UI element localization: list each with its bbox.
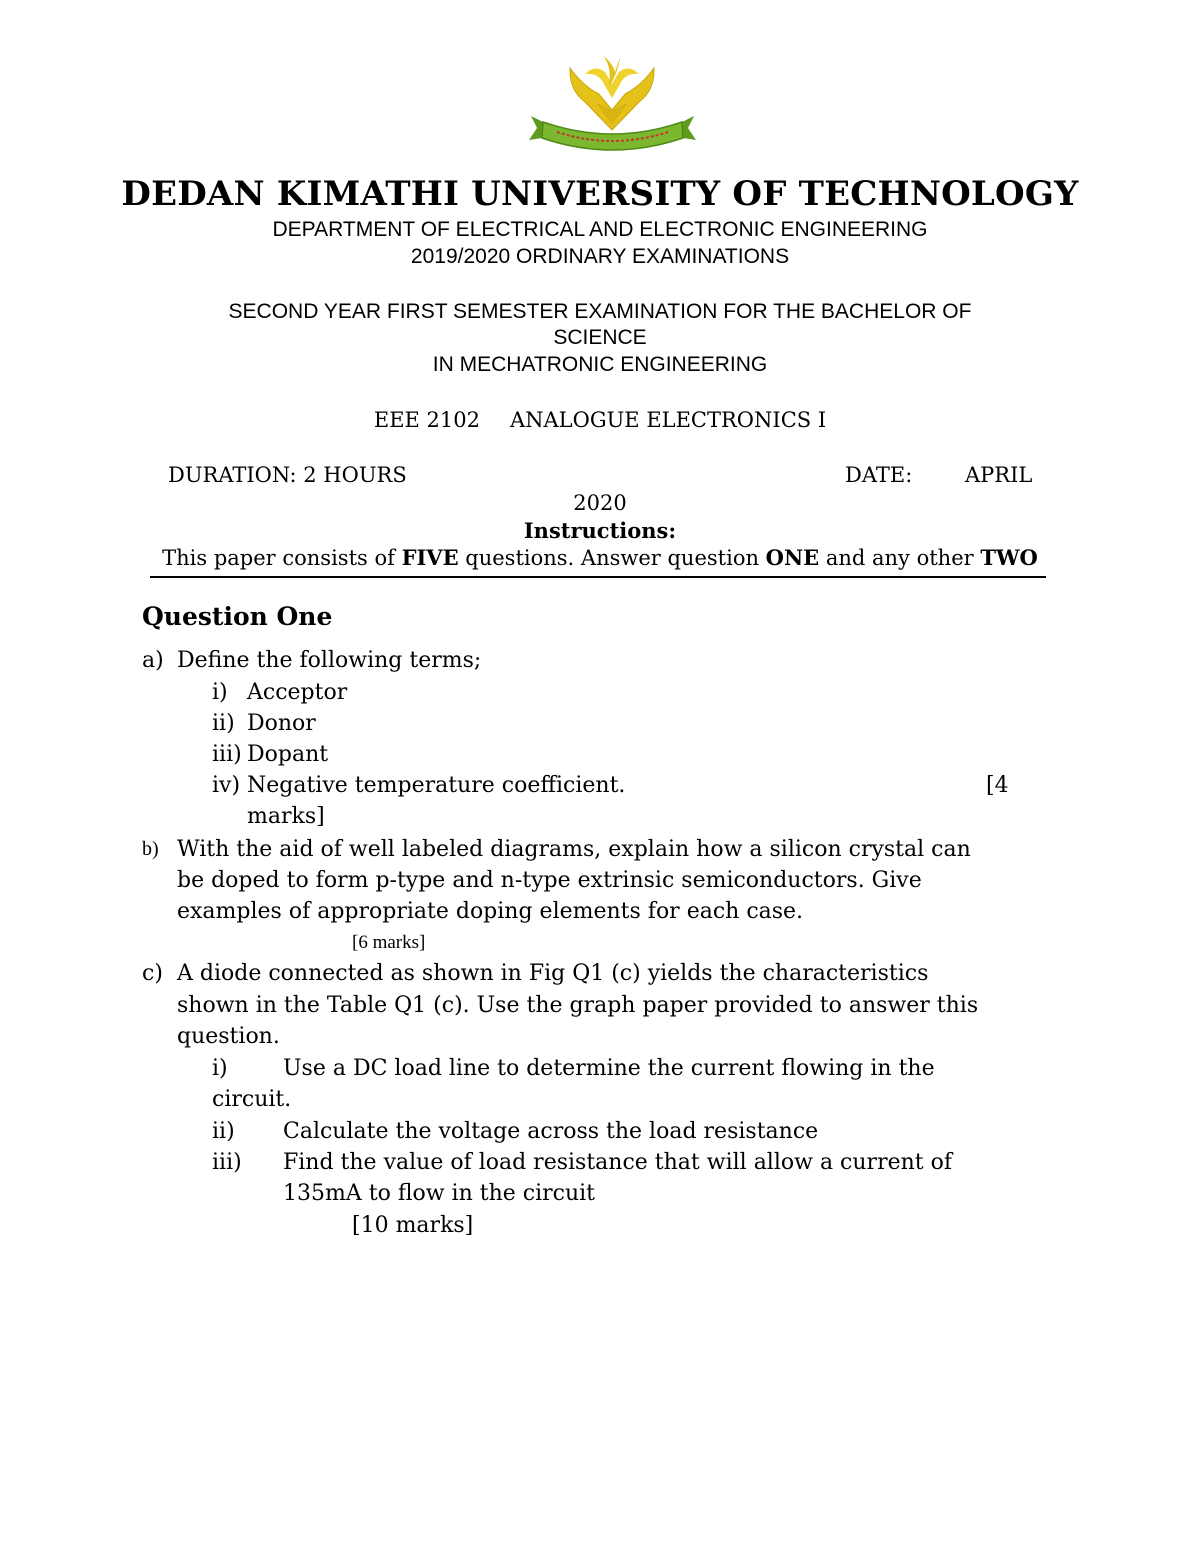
course-line xyxy=(0,408,1200,432)
instructions-part: This paper consists of xyxy=(162,546,402,570)
list-item: 135mA to flow in the circuit xyxy=(283,1181,596,1206)
instructions-bold: TWO xyxy=(980,545,1038,570)
marks-label: marks] xyxy=(247,804,325,829)
part-c-marker: c) xyxy=(142,961,163,986)
marks-label: [4 xyxy=(986,773,1009,798)
date-month: APRIL xyxy=(965,463,1033,487)
instructions-bold: ONE xyxy=(765,545,820,570)
part-c-line: A diode connected as shown in Fig Q1 (c) yields the characteristics xyxy=(177,961,929,986)
list-item: Acceptor xyxy=(247,680,348,705)
part-a-marker: a) xyxy=(142,648,164,673)
date-year: 2020 xyxy=(573,491,627,515)
marks-label: [10 marks] xyxy=(352,1213,474,1238)
date-label: DATE: xyxy=(845,463,913,487)
list-marker: iii) xyxy=(212,1150,242,1175)
instructions-label: Instructions: xyxy=(523,518,677,543)
list-item: Donor xyxy=(247,711,316,736)
divider xyxy=(150,576,1046,578)
exam-year: 2019/2020 ORDINARY EXAMINATIONS xyxy=(410,245,790,268)
instructions-bold: FIVE xyxy=(401,545,459,570)
instructions-part: questions. Answer question xyxy=(458,546,766,570)
course-title: ANALOGUE ELECTRONICS I xyxy=(509,408,827,432)
course-code: EEE 2102 xyxy=(373,408,480,432)
list-item: Use a DC load line to determine the current flowing in the xyxy=(283,1056,935,1081)
part-b-line: be doped to form p-type and n-type extrinsic semiconductors. Give xyxy=(177,868,922,893)
department-name: DEPARTMENT OF ELECTRICAL AND ELECTRONIC ENGINEERING xyxy=(272,218,928,241)
part-c-line: question. xyxy=(177,1024,280,1049)
duration: DURATION: 2 HOURS xyxy=(168,463,407,487)
list-marker: i) xyxy=(212,680,228,705)
semester-line-3: IN MECHATRONIC ENGINEERING xyxy=(432,353,768,376)
instructions-text xyxy=(0,545,1200,570)
list-marker: ii) xyxy=(212,711,235,736)
part-b-line: examples of appropriate doping elements for each case. xyxy=(177,899,804,924)
list-item: Calculate the voltage across the load resistance xyxy=(283,1119,819,1144)
list-marker: iv) xyxy=(212,773,241,798)
list-marker: i) xyxy=(212,1056,228,1081)
list-marker: iii) xyxy=(212,742,242,767)
marks-label: [6 marks] xyxy=(352,932,426,953)
part-a-text: Define the following terms; xyxy=(177,648,482,673)
university-logo xyxy=(525,50,700,170)
part-b-marker: b) xyxy=(142,838,159,860)
list-item: Find the value of load resistance that will allow a current of xyxy=(283,1150,952,1175)
semester-line-2: SCIENCE xyxy=(553,326,647,349)
university-name: DEDAN KIMATHI UNIVERSITY OF TECHNOLOGY xyxy=(121,174,1079,214)
list-marker: ii) xyxy=(212,1119,235,1144)
list-item: Dopant xyxy=(247,742,329,767)
question-title: Question One xyxy=(142,602,333,631)
list-item: Negative temperature coefficient. xyxy=(247,773,626,798)
part-c-line: shown in the Table Q1 (c). Use the graph paper provided to answer this xyxy=(177,993,979,1018)
semester-line-1: SECOND YEAR FIRST SEMESTER EXAMINATION FOR THE BACHELOR OF xyxy=(228,300,972,323)
part-b-line: With the aid of well labeled diagrams, explain how a silicon crystal can xyxy=(177,837,971,862)
list-item: circuit. xyxy=(212,1087,292,1112)
instructions-part: and any other xyxy=(819,546,981,570)
